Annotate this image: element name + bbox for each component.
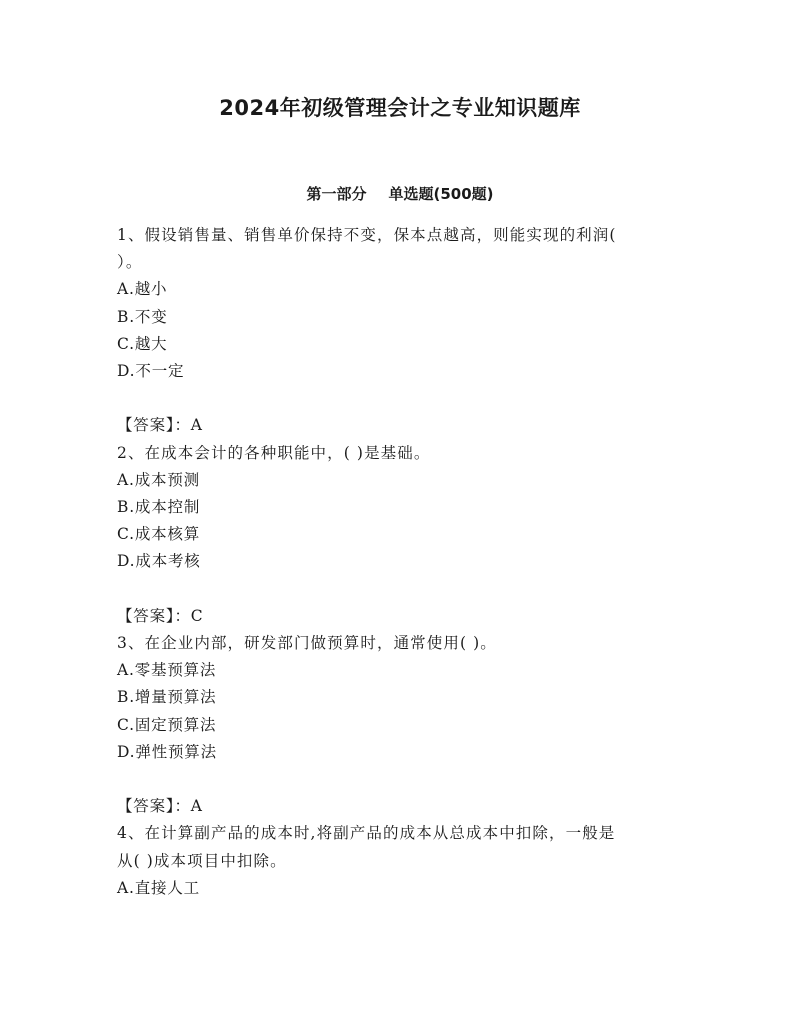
option-c: C.固定预算法	[117, 715, 217, 734]
question-stem: 4、在计算副产品的成本时,将副产品的成本从总成本中扣除，一般是	[117, 824, 616, 843]
question-1	[117, 222, 677, 440]
section-heading	[0, 183, 800, 204]
answer-line: 【答案】：A	[117, 416, 203, 435]
question-4	[117, 820, 677, 902]
question-stem-continued: ）。	[117, 253, 143, 272]
option-d: D.成本考核	[117, 552, 201, 571]
option-d: D.弹性预算法	[117, 742, 217, 761]
option-d: D.不一定	[117, 362, 185, 381]
section-name-label: 单选题(500题)	[388, 185, 494, 203]
answer-line: 【答案】：A	[117, 797, 203, 816]
option-a: A.成本预测	[117, 470, 200, 489]
option-a: A.直接人工	[117, 878, 200, 897]
option-b: B.成本控制	[117, 498, 201, 517]
question-stem-continued: 从( )成本项目中扣除。	[117, 851, 287, 870]
question-stem: 3、在企业内部，研发部门做预算时，通常使用( )。	[117, 634, 497, 653]
answer-line: 【答案】：C	[117, 606, 204, 625]
option-a: A.零基预算法	[117, 661, 217, 680]
option-a: A.越小	[117, 280, 168, 299]
question-3	[117, 630, 677, 820]
section-part-label: 第一部分	[306, 185, 367, 203]
option-b: B.增量预算法	[117, 688, 217, 707]
question-stem: 1、假设销售量、销售单价保持不变，保本点越高，则能实现的利润(	[117, 226, 617, 244]
question-list	[117, 222, 677, 902]
option-c: C.越大	[117, 334, 168, 353]
option-b: B.不变	[117, 307, 168, 326]
question-2	[117, 440, 677, 630]
question-stem: 2、在成本会计的各种职能中，( )是基础。	[117, 443, 431, 462]
document-title: 2024年初级管理会计之专业知识题库	[219, 96, 581, 120]
option-c: C.成本核算	[117, 525, 201, 544]
